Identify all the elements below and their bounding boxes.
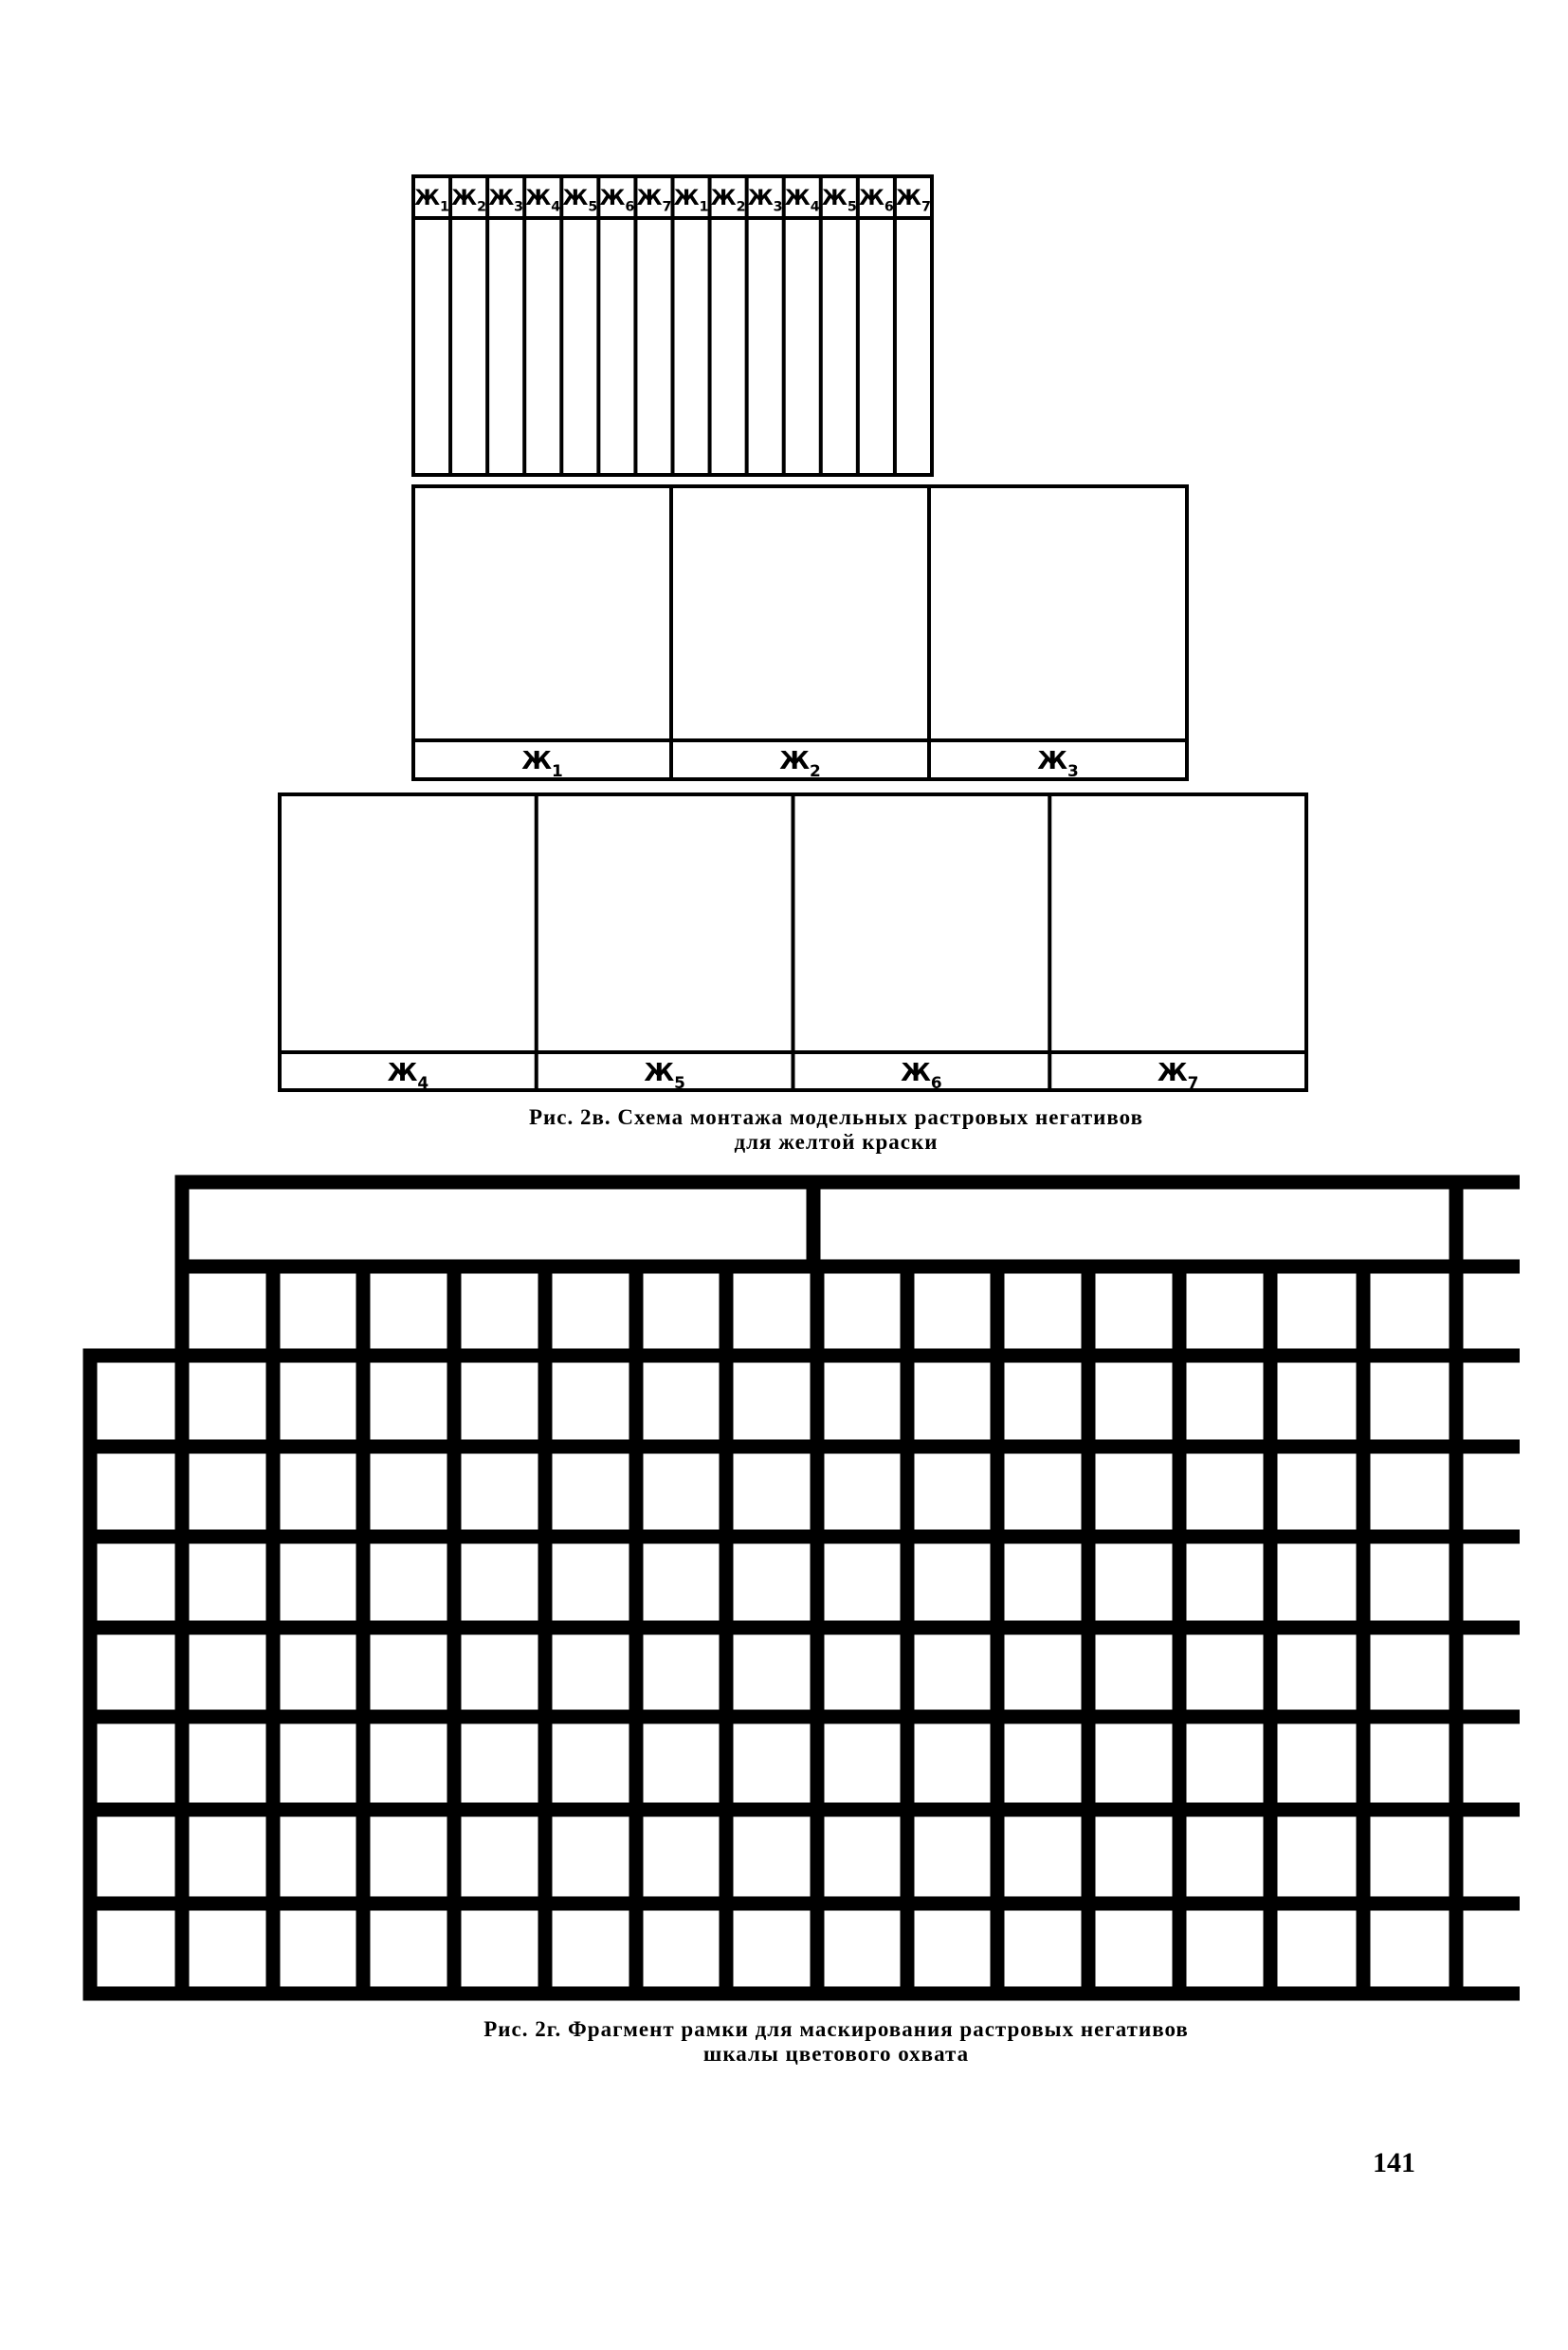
strip-label: $Ж_3$ [747, 187, 783, 215]
caption-line: для желтой краски [734, 1130, 939, 1154]
strip-label: $Ж_4$ [525, 187, 561, 215]
grid-vertical-bar [991, 1266, 1005, 1994]
grid-horizontal-bar [83, 1897, 1521, 1911]
grid-horizontal-bar [83, 1349, 1521, 1363]
grid-horizontal-bar [83, 1530, 1521, 1544]
negative-label: $Ж_1$ [521, 747, 563, 780]
strip-label: $Ж_5$ [562, 187, 598, 215]
strip-label: $Ж_6$ [599, 187, 635, 215]
grid-vertical-bar [538, 1266, 553, 1994]
grid-vertical-bar [1082, 1266, 1096, 1994]
grid-panel-vertical-bar [1449, 1182, 1464, 1266]
negative-label: $Ж_4$ [387, 1059, 429, 1092]
caption-line: шкалы цветового охвата [702, 2042, 970, 2066]
grid-vertical-bar [629, 1266, 644, 1994]
figure-2v-caption [0, 1105, 1568, 1155]
caption-line: Рис. 2г. Фрагмент рамки для маскирования растровых негативов [483, 2017, 1189, 2041]
middle-frame [413, 486, 1187, 779]
strip-label: $Ж_7$ [896, 187, 931, 215]
strip-label: $Ж_2$ [451, 187, 487, 215]
caption-line: Рис. 2в. Схема монтажа модельных растровых негативов [528, 1105, 1144, 1129]
grid-vertical-bar [811, 1266, 825, 1994]
negative-label: $Ж_5$ [644, 1059, 685, 1092]
grid-horizontal-bar [175, 1260, 1521, 1274]
negative-label: $Ж_2$ [779, 747, 821, 780]
grid-panel-vertical-bar [807, 1182, 821, 1266]
grid-horizontal-bar [83, 1710, 1521, 1724]
grid-vertical-bar [356, 1266, 371, 1994]
strip-label: $Ж_4$ [784, 187, 820, 215]
grid-horizontal-bar [83, 1987, 1521, 2001]
grid-vertical-bar [901, 1266, 915, 1994]
grid-horizontal-bar [83, 1440, 1521, 1454]
grid-panel-vertical-bar [175, 1182, 190, 1266]
grid-vertical-bar [175, 1266, 190, 1994]
strip-label: $Ж_2$ [710, 187, 746, 215]
grid-vertical-bar [447, 1266, 462, 1994]
negative-label: $Ж_6$ [901, 1059, 942, 1092]
strip-label: $Ж_5$ [821, 187, 857, 215]
grid-vertical-bar [1173, 1266, 1187, 1994]
grid-horizontal-bar [83, 1803, 1521, 1817]
grid-vertical-bar [1357, 1266, 1371, 1994]
grid-vertical-bar [266, 1266, 281, 1994]
grid-horizontal-bar [175, 1175, 1521, 1190]
strip-label: $Ж_6$ [858, 187, 894, 215]
grid-vertical-bar [720, 1266, 734, 1994]
grid-horizontal-bar [83, 1621, 1521, 1635]
figure-2g-caption [0, 2017, 1568, 2067]
grid-vertical-bar [83, 1356, 98, 1994]
strip-label: $Ж_3$ [488, 187, 524, 215]
strip-label: $Ж_1$ [414, 187, 449, 215]
negative-label: $Ж_7$ [1157, 1059, 1199, 1092]
grid-vertical-bar [1449, 1266, 1464, 1994]
page-number: 141 [1373, 2147, 1415, 2178]
grid-vertical-bar [1264, 1266, 1278, 1994]
strip-label: $Ж_1$ [673, 187, 709, 215]
strip-label: $Ж_7$ [636, 187, 672, 215]
negative-label: $Ж_3$ [1037, 747, 1079, 780]
